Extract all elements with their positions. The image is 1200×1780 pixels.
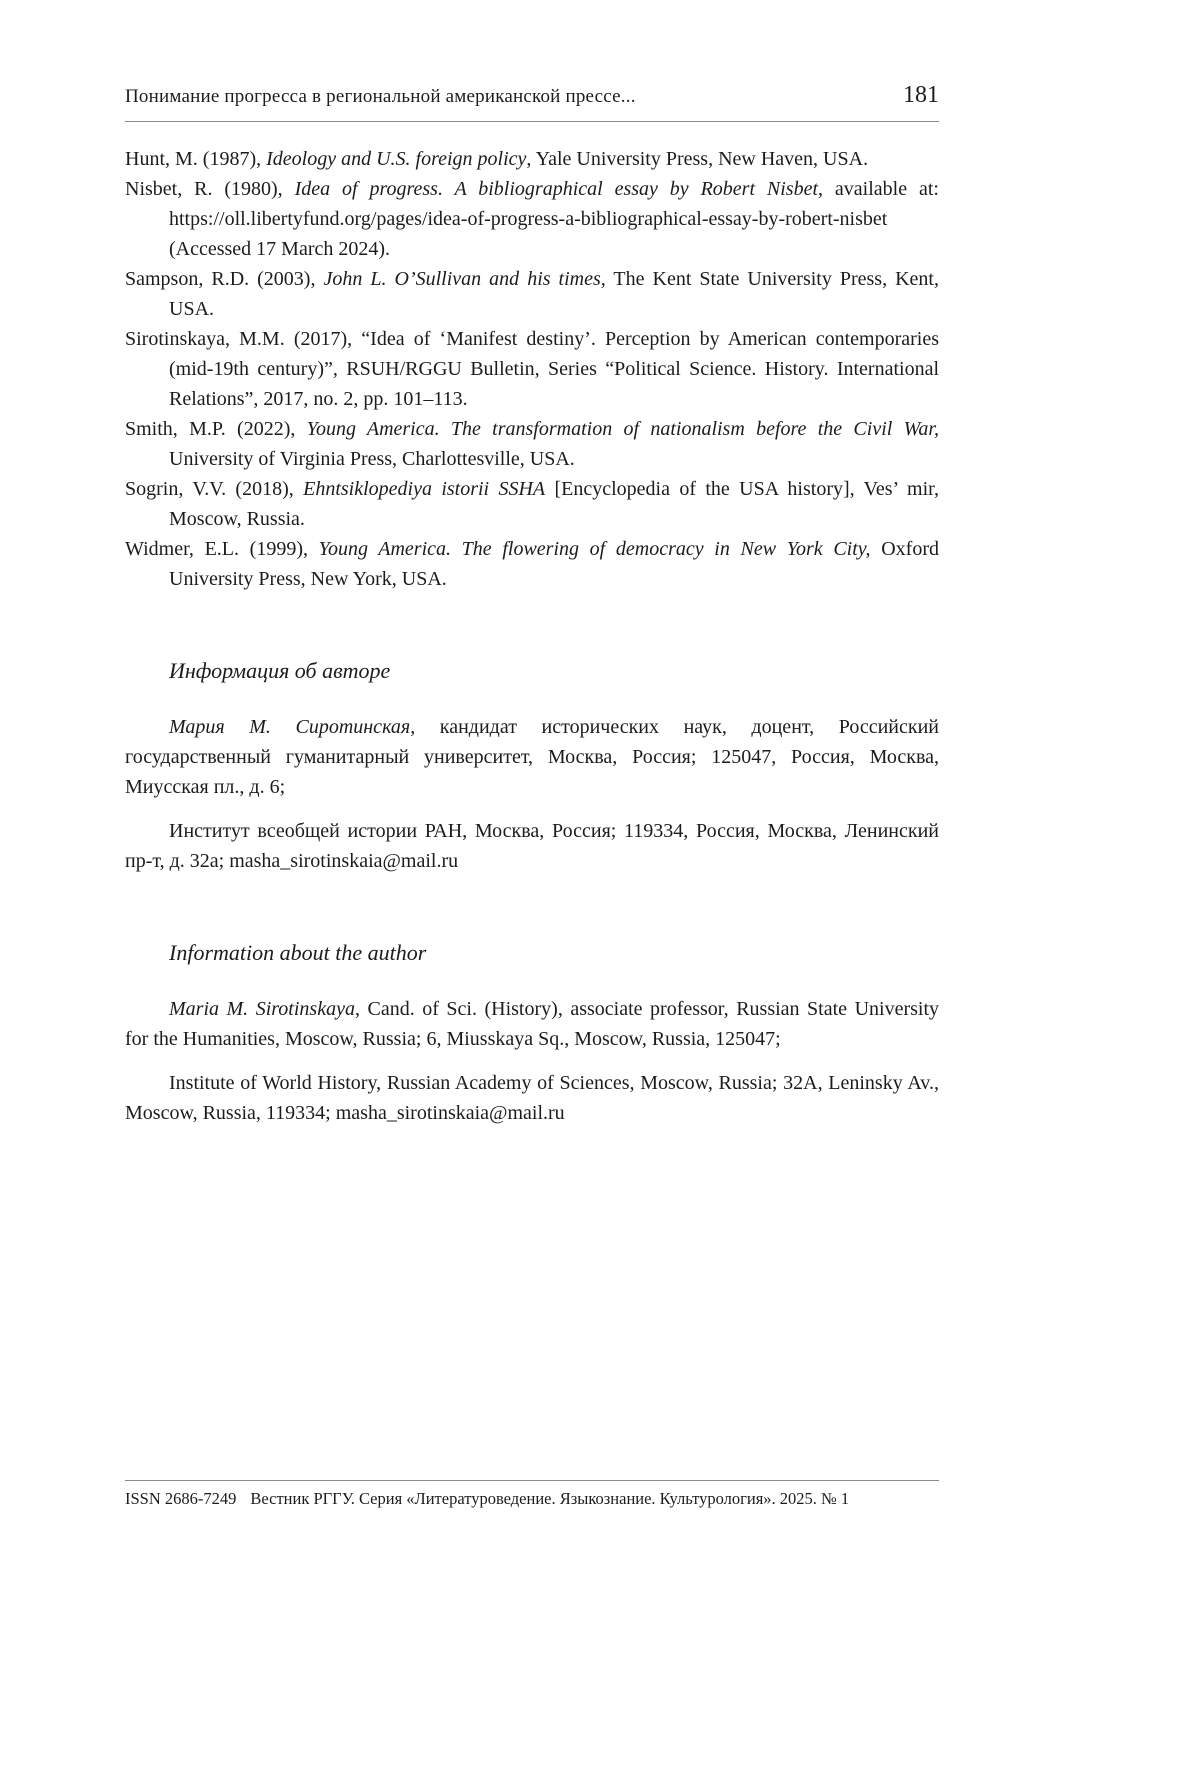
italic-text-run: Ideology and U.S. foreign policy — [266, 148, 527, 170]
running-title: Понимание прогресса в региональной американской прессе... — [125, 86, 636, 107]
text-run: , Yale University Press, New Haven, USA. — [526, 148, 869, 170]
text-run: Hunt, M. (1987), — [125, 148, 267, 170]
references-list — [125, 144, 939, 594]
reference-entry — [125, 144, 939, 174]
page-footer — [125, 1480, 939, 1509]
author-info-paragraph — [125, 994, 939, 1054]
author-info-section-en — [125, 940, 939, 1128]
section-heading-author-info-en: Information about the author — [169, 940, 427, 965]
italic-text-run: Maria M. Sirotinskaya — [169, 998, 355, 1020]
italic-text-run: Young America. The transformation of nationalism before the Civil War, — [306, 418, 939, 440]
text-run: Smith, M.P. (2022), — [125, 418, 307, 440]
page-header — [125, 0, 939, 122]
reference-entry — [125, 264, 939, 324]
italic-text-run: Ehntsiklopediya istorii SSHA — [303, 478, 546, 500]
page-number: 181 — [903, 82, 939, 108]
text-run: Sampson, R.D. (2003), — [125, 268, 324, 290]
text-run: , кандидат исторических наук, доцент, Российский государственный гуманитарный университет, Москва, Россия; 125047, Россия, Москва, Миусская пл., д. 6; — [125, 716, 939, 798]
text-run: Sirotinskaya, M.M. (2017), “Idea of ‘Manifest destiny’. Perception by American contemporaries (mid-19th century)”, RSUH/RGGU Bulletin, Series “Political Science. History. International Relations”, 2017, no. 2, pp. 101–113. — [125, 328, 939, 410]
italic-text-run: Мария М. Сиротинская — [169, 716, 411, 738]
footer-issn: ISSN 2686-7249 — [125, 1489, 237, 1508]
text-run: Widmer, E.L. (1999), — [125, 538, 319, 560]
italic-text-run: Idea of progress. A bibliographical essay by Robert Nisbet — [294, 178, 819, 200]
footer-journal-title: Вестник РГГУ. Серия «Литературоведение. Языкознание. Культурология». 2025. № 1 — [250, 1489, 850, 1508]
italic-text-run: Young America. The flowering of democracy in New York City, — [318, 538, 871, 560]
document-page — [125, 0, 939, 1142]
text-run: Oxford University Press, New York, USA. — [169, 538, 939, 590]
text-run: Nisbet, R. (1980), — [125, 178, 295, 200]
text-run: , available at: https://oll.libertyfund.org/pages/idea-of-progress-a-bibliographical-essay-by-robert-nisbet (Accessed 17 March 2024). — [169, 178, 939, 260]
author-info-paragraph — [125, 712, 939, 802]
text-run: Institute of World History, Russian Academy of Sciences, Moscow, Russia; 32A, Leninsky Av., Moscow, Russia, 119334; masha_sirotinskaia@mail.ru — [125, 1072, 939, 1124]
author-info-paragraph — [125, 1068, 939, 1128]
author-info-paragraph — [125, 816, 939, 876]
text-run: Sogrin, V.V. (2018), — [125, 478, 304, 500]
italic-text-run: John L. O’Sullivan and his times, — [323, 268, 606, 290]
section-heading-author-info-ru: Информация об авторе — [169, 658, 391, 683]
reference-entry — [125, 414, 939, 474]
reference-entry — [125, 474, 939, 534]
text-run: University of Virginia Press, Charlottesville, USA. — [169, 448, 575, 470]
reference-entry — [125, 534, 939, 594]
text-run: Институт всеобщей истории РАН, Москва, Россия; 119334, Россия, Москва, Ленинский пр-т, д. 32а; masha_sirotinskaia@mail.ru — [125, 820, 939, 872]
author-info-section-ru — [125, 658, 939, 876]
reference-entry — [125, 174, 939, 264]
text-run: , Cand. of Sci. (History), associate professor, Russian State University for the Humanities, Moscow, Russia; 6, Miusskaya Sq., Moscow, Russia, 125047; — [125, 998, 940, 1050]
text-run: [Encyclopedia of the USA history], Ves’ mir, Moscow, Russia. — [169, 478, 940, 530]
reference-entry — [125, 324, 939, 414]
text-run: The Kent State University Press, Kent, USA. — [169, 268, 939, 320]
